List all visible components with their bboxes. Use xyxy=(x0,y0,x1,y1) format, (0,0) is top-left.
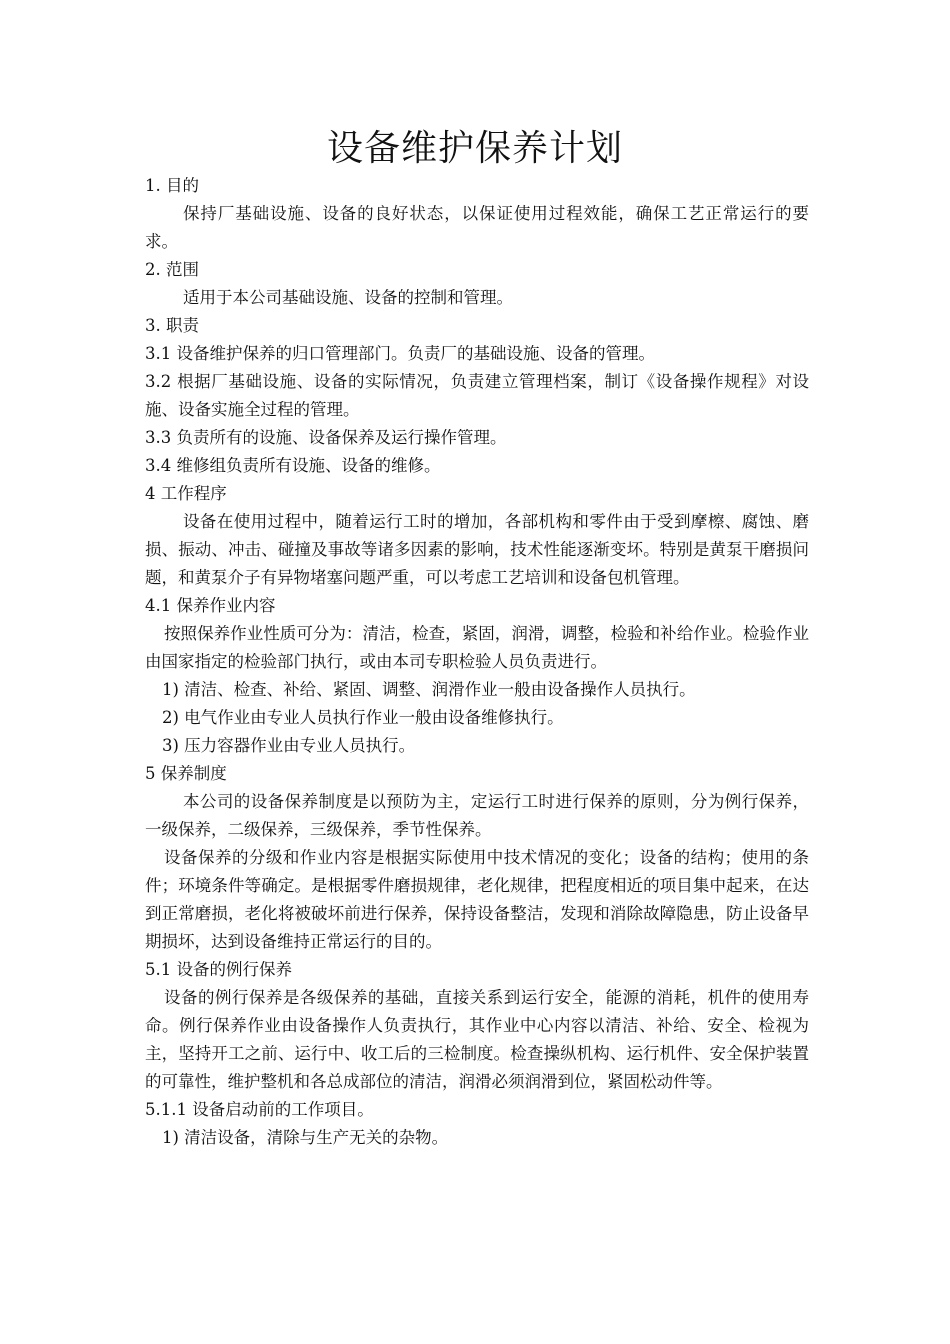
section-3-4: 3.4 维修组负责所有设施、设备的维修。 xyxy=(145,456,441,475)
section-3-3: 3.3 负责所有的设施、设备保养及运行操作管理。 xyxy=(145,428,507,447)
section-4-1-text: 按照保养作业性质可分为：清洁，检查，紧固，润滑，调整，检验和补给作业。检验作业由国家指定的检验部门执行，或由本司专职检验人员负责进行。 xyxy=(145,624,809,671)
section-5-1-heading: 5.1 设备的例行保养 xyxy=(145,960,292,979)
section-2-heading: 2. 范围 xyxy=(145,260,199,279)
section-5-text-2: 设备保养的分级和作业内容是根据实际使用中技术情况的变化；设备的结构；使用的条件；环境条件等确定。是根据零件磨损规律，老化规律，把程度相近的项目集中起来，在达到正常磨损，老化将被破坏前进行保养，保持设备整洁，发现和消除故障隐患，防止设备早期损坏，达到设备维持正常运行的目的。 xyxy=(145,848,809,951)
section-5-text-1: 本公司的设备保养制度是以预防为主，定运行工时进行保养的原则，分为例行保养，一级保养，二级保养，三级保养，季节性保养。 xyxy=(145,792,809,839)
section-1-heading: 1. 目的 xyxy=(145,176,199,195)
section-3-1: 3.1 设备维护保养的归口管理部门。负责厂的基础设施、设备的管理。 xyxy=(145,344,655,363)
document-body xyxy=(145,172,809,1152)
section-4-heading: 4 工作程序 xyxy=(145,484,227,503)
list-item: 1) 清洁、检查、补给、紧固、调整、润滑作业一般由设备操作人员执行。 xyxy=(162,680,696,699)
section-4-text: 设备在使用过程中，随着运行工时的增加，各部机构和零件由于受到摩檫、腐蚀、磨损、振动、冲击、碰撞及事故等诸多因素的影响，技术性能逐渐变坏。特别是黄泵干磨损问题，和黄泵介子有异物堵塞问题严重，可以考虑工艺培训和设备包机管理。 xyxy=(145,512,809,587)
section-5-1-text: 设备的例行保养是各级保养的基础，直接关系到运行安全，能源的消耗，机件的使用寿命。例行保养作业由设备操作人负责执行，其作业中心内容以清洁、补给、安全、检视为主，坚持开工之前、运行中、收工后的三检制度。检查操纵机构、运行机件、安全保护装置的可靠性，维护整机和各总成部位的清洁，润滑必须润滑到位，紧固松动件等。 xyxy=(145,988,809,1091)
section-5-1-1-heading: 5.1.1 设备启动前的工作项目。 xyxy=(145,1100,374,1119)
list-item: 2) 电气作业由专业人员执行作业一般由设备维修执行。 xyxy=(162,708,564,727)
list-item: 3) 压力容器作业由专业人员执行。 xyxy=(162,736,416,755)
section-3-heading: 3. 职责 xyxy=(145,316,199,335)
list-item: 1) 清洁设备，清除与生产无关的杂物。 xyxy=(162,1128,449,1147)
section-3-2: 3.2 根据厂基础设施、设备的实际情况，负责建立管理档案，制订《设备操作规程》对设施、设备实施全过程的管理。 xyxy=(145,372,809,419)
section-2-text: 适用于本公司基础设施、设备的控制和管理。 xyxy=(183,288,513,307)
document-title: 设备维护保养计划 xyxy=(326,128,623,169)
section-4-1-heading: 4.1 保养作业内容 xyxy=(145,596,276,615)
section-1-text: 保持厂基础设施、设备的良好状态，以保证使用过程效能，确保工艺正常运行的要求。 xyxy=(145,204,809,251)
section-5-heading: 5 保养制度 xyxy=(145,764,227,783)
